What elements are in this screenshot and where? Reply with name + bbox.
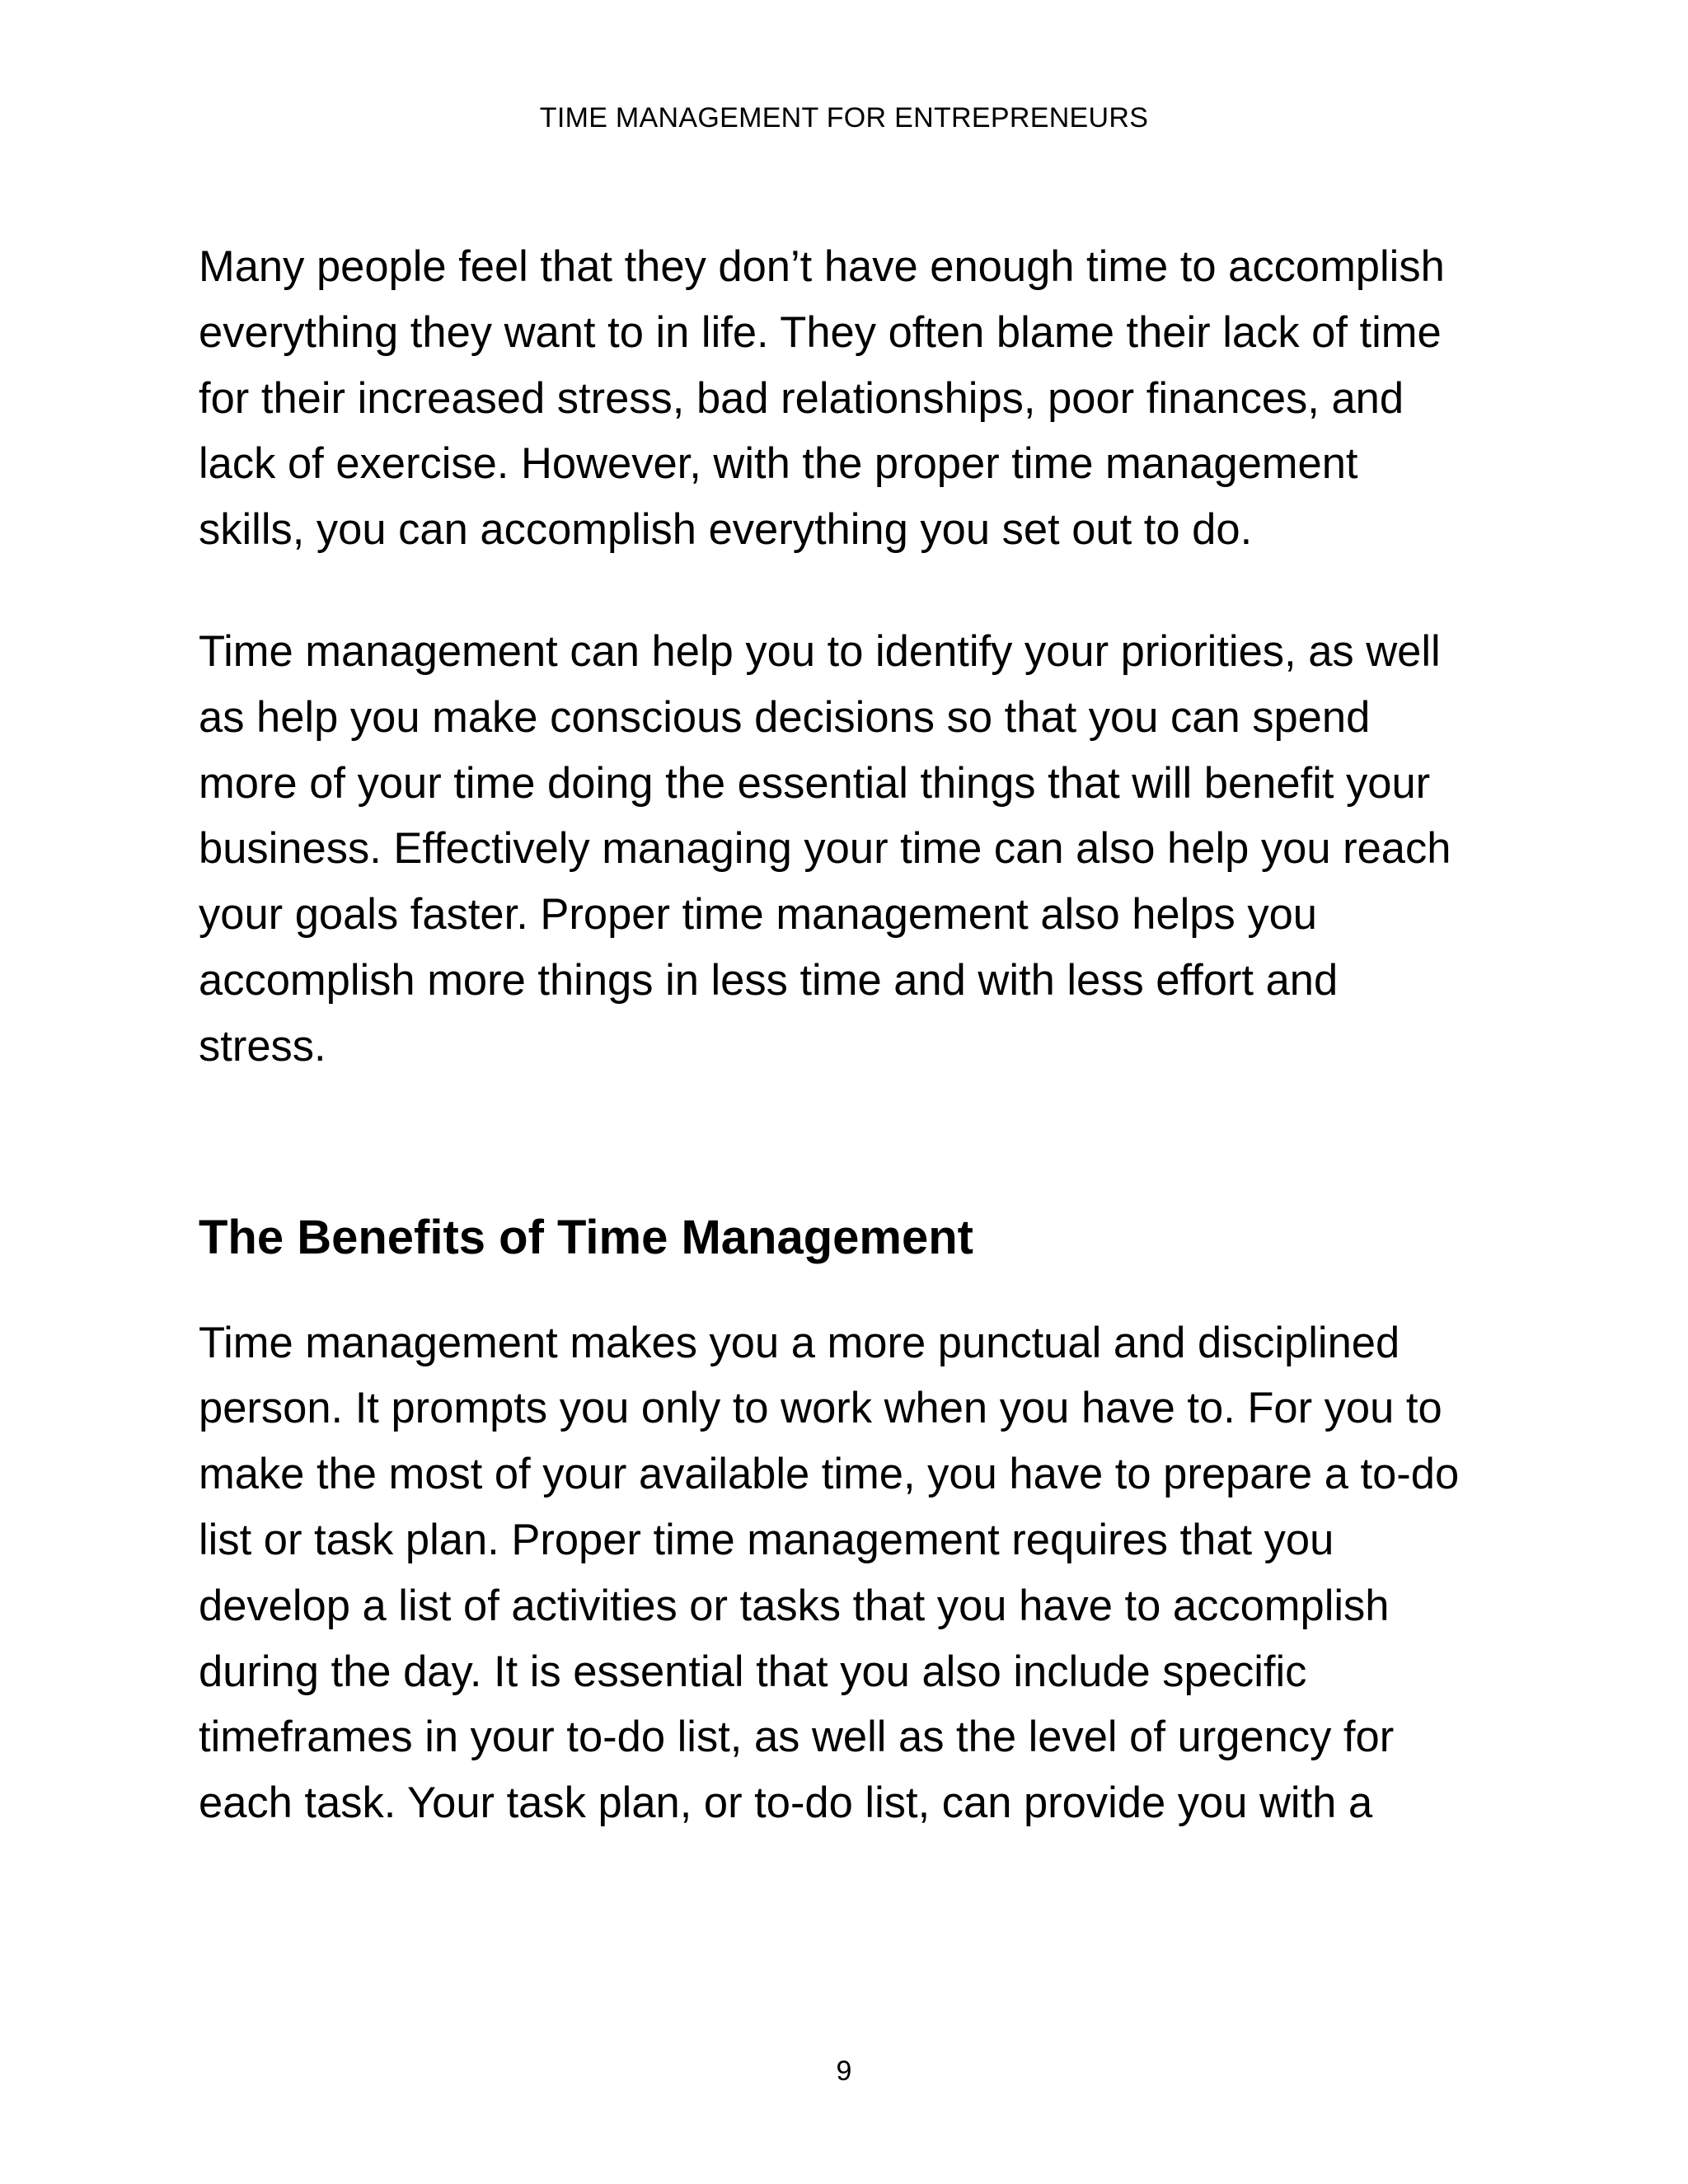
text-line: lack of exercise. However, with the proper time management [199,439,1358,489]
text-line: your goals faster. Proper time management also helps you [199,890,1317,940]
text-line: for their increased stress, bad relationships, poor finances, and [199,373,1404,423]
text-line: timeframes in your to-do list, as well as the level of urgency for [199,1713,1395,1762]
text-line: business. Effectively managing your time can also help you reach [199,824,1451,874]
text-line: stress. [199,1021,326,1071]
text-line: make the most of your available time, you have to prepare a to-do [199,1450,1460,1499]
paragraph-intro [199,234,1517,563]
text-line: Many people feel that they don’t have enough time to accomplish [199,242,1445,291]
text-line: skills, you can accomplish everything you set out to do. [199,505,1253,555]
text-line: more of your time doing the essential things that will benefit your [199,758,1431,808]
page-number: 9 [836,2055,852,2087]
text-line: everything they want to in life. They often blame their lack of time [199,307,1442,357]
text-line: as help you make conscious decisions so that you can spend [199,692,1371,742]
text-line: list or task plan. Proper time management requires that you [199,1515,1334,1564]
text-line: accomplish more things in less time and with less effort and [199,955,1339,1005]
section-heading: The Benefits of Time Management [199,1210,973,1264]
page-body [199,234,1517,1836]
text-line: each task. Your task plan, or to-do list, can provide you with a [199,1779,1373,1828]
text-line: person. It prompts you only to work when you have to. For you to [199,1384,1442,1433]
text-line: during the day. It is essential that you also include specific [199,1647,1307,1696]
text-line: Time management makes you a more punctual and disciplined [199,1318,1400,1367]
text-line: develop a list of activities or tasks that you have to accomplish [199,1581,1390,1630]
text-line: Time management can help you to identify your priorities, as well [199,626,1441,676]
paragraph-priorities [199,619,1517,1080]
paragraph-benefits [199,1310,1517,1836]
running-header: TIME MANAGEMENT FOR ENTREPRENEURS [539,102,1149,134]
